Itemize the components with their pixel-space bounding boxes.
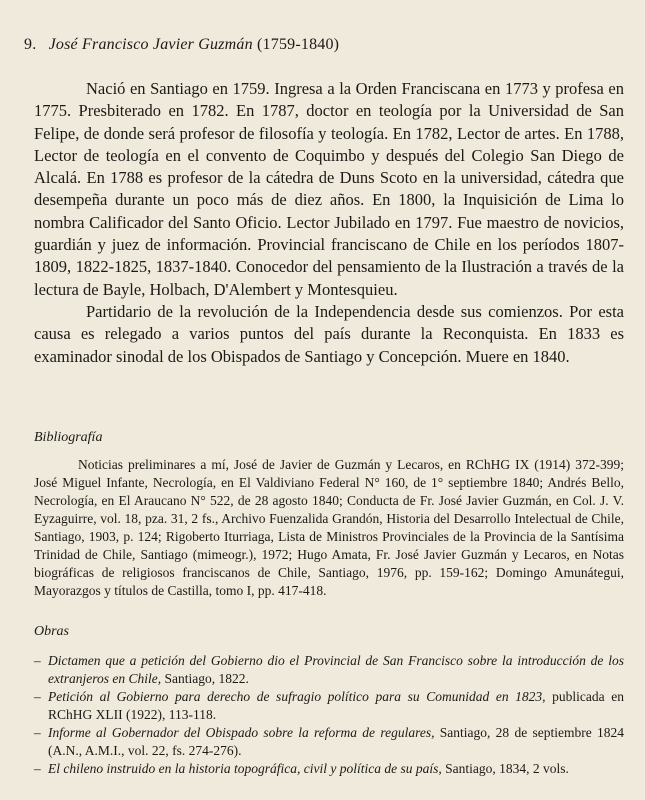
bibliography-text: Noticias preliminares a mí, José de Javier de Guzmán y Lecaros, en RChHG IX (1914) 372-399; José Miguel Infante, Necrología, en El Valdiviano Federal N° 160, de 1° septiembre 1840; Andrés Bello, Necrología, en El Araucano N° 522, de 28 agosto 1840; Conducta de Fr. José Javier Guzmán, en Col. J. V. Eyzaguirre, vol. 18, pza. 31, 2 fs., Archivo Fuenzalida Grandón, Historia del Desarrollo Intelectual de Chile, Santiago, 1903, p. 124; Rigoberto Iturriaga, Lista de Ministros Provinciales de la Provincia de la Santísima Trinidad de Chile, Santiago (mimeogr.), 1972; Hugo Amata, Fr. José Javier Guzmán y Lecaros, en Notas biográficas de religiosos franciscanos de Chile, Santiago, 1976, pp. 159-162; Domingo Amunátegui, Mayorazgos y títulos de Castilla, tomo I, pp. 417-418. (34, 457, 624, 598)
works-heading: Obras (34, 624, 70, 639)
works-list (34, 652, 624, 778)
work-title: El chileno instruido en la historia topográfica, civil y política de su país, (48, 761, 442, 776)
work-title: Petición al Gobierno para derecho de sufragio político para su Comunidad en 1823, (48, 689, 546, 704)
work-details: Santiago, 28 de septiembre 1824 (A.N., A.M.I., vol. 22, fs. 274-276). (48, 725, 624, 758)
entry-heading (24, 36, 339, 54)
work-details: publicada en RChHG XLII (1922), 113-118. (48, 689, 624, 722)
biography (34, 78, 624, 368)
work-item: – El chileno instruido en la historia topográfica, civil y política de su país, Santiago, 1834, 2 vols. (34, 761, 569, 776)
biography-paragraph: Partidario de la revolución de la Independencia desde sus comienzos. Por esta causa es relegado a varios puntos del país durante la Reconquista. En 1833 es examinador sinodal de los Obispados de Santiago y Concepción. Muere en 1840. (34, 301, 624, 366)
entry-years: (1759-1840) (257, 36, 340, 53)
work-title: Informe al Gobernador del Obispado sobre la reforma de regulares, (48, 725, 435, 740)
work-item: – Informe al Gobernador del Obispado sobre la reforma de regulares, Santiago, 28 de septiembre 1824 (A.N., A.M.I., vol. 22, fs. 274-276). (34, 725, 624, 758)
work-item: – Petición al Gobierno para derecho de sufragio político para su Comunidad en 1823, publicada en RChHG XLII (1922), 113-118. (34, 689, 624, 722)
work-details: Santiago, 1834, 2 vols. (441, 761, 569, 776)
work-details: Santiago, 1822. (161, 671, 249, 686)
biography-paragraph: Nació en Santiago en 1759. Ingresa a la Orden Franciscana en 1773 y profesa en 1775. Presbiterado en 1782. En 1787, doctor en teología por la Universidad de San Felipe, de donde será profesor de filosofía y teología. En 1782, Lector de artes. En 1788, Lector de teología en el convento de Coquimbo y después del Colegio San Diego de Alcalá. En 1788 es profesor de la cátedra de Duns Scoto en la universidad, cátedra que desempeña durante un poco más de diez años. En 1800, la Inquisición de Lima lo nombra Calificador del Santo Oficio. Lector Jubilado en 1797. Fue maestro de novicios, guardián y juez de información. Provincial franciscano de Chile en los períodos 1807-1809, 1822-1825, 1837-1840. Conocedor del pensamiento de la Ilustración a través de la lectura de Bayle, Holbach, D'Alembert y Montesquieu. (34, 79, 624, 299)
entry-number: 9. (24, 36, 37, 53)
work-item: – Dictamen que a petición del Gobierno dio el Provincial de San Francisco sobre la introducción de los extranjeros en Chile, Santiago, 1822. (34, 653, 624, 686)
bibliography-heading: Bibliografía (34, 430, 103, 445)
entry-name: José Francisco Javier Guzmán (48, 36, 253, 53)
work-title: Dictamen que a petición del Gobierno dio el Provincial de San Francisco sobre la introducción de los extranjeros en Chile, (48, 653, 624, 686)
